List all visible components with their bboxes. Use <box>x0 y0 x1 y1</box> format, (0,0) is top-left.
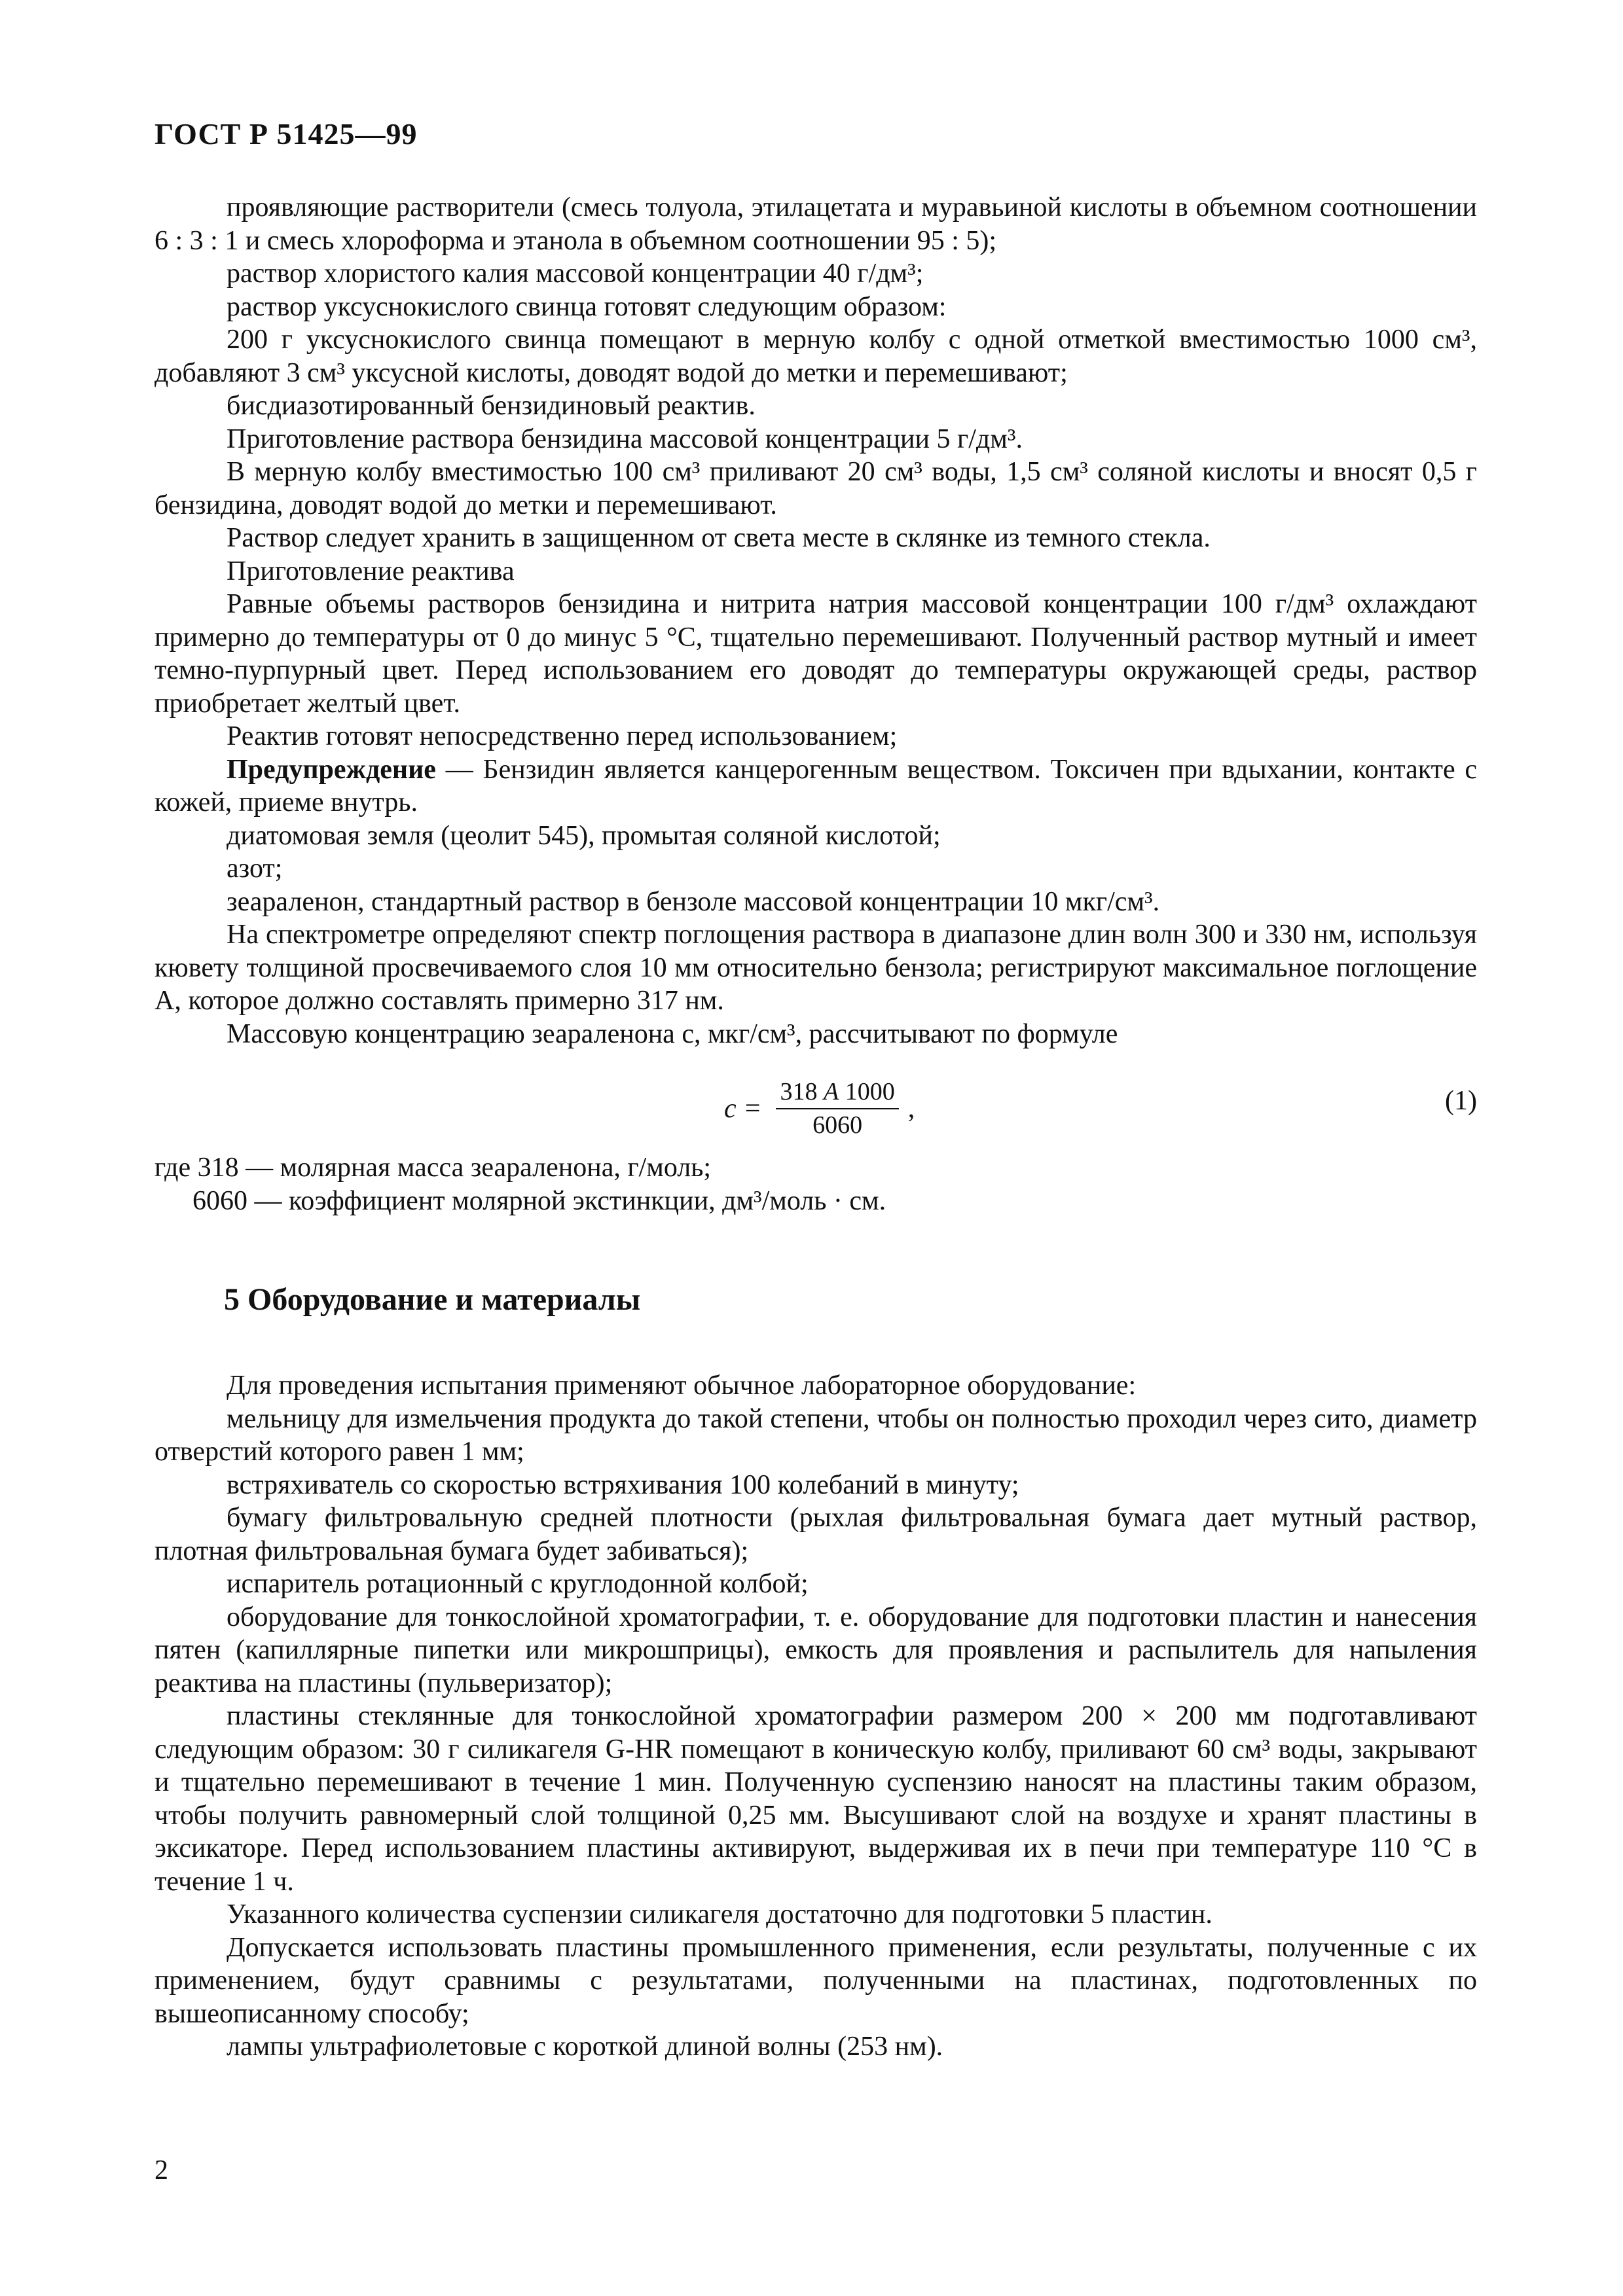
paragraph: лампы ультрафиолетовые с короткой длиной волны (253 нм). <box>227 2032 943 2062</box>
page-body <box>155 191 1477 2064</box>
paragraph: бумагу фильтровальную средней плотности (рыхлая фильтровальная бумага дает мутный раствор, плотная фильтровальная бумага будет забиваться); <box>155 1503 1477 1566</box>
formula-legend <box>155 1151 1477 1217</box>
paragraph: В мерную колбу вместимостью 100 см³ приливают 20 см³ воды, 1,5 см³ соляной кислоты и вносят 0,5 г бензидина, доводят водой до метки и перемешивают. <box>155 457 1477 520</box>
numerator-prefix: 318 <box>780 1078 824 1105</box>
formula-expression <box>724 1078 915 1139</box>
paragraph: Раствор следует хранить в защищенном от света месте в склянке из темного стекла. <box>227 523 1211 553</box>
page-number: 2 <box>155 2155 168 2185</box>
paragraph: проявляющие растворители (смесь толуола, этилацетата и муравьиной кислоты в объемном соотношении 6 : 3 : 1 и смесь хлороформа и этанола в объемном соотношении 95 : 5); <box>155 192 1477 256</box>
document-code-header: ГОСТ Р 51425—99 <box>155 117 418 151</box>
paragraph: На спектрометре определяют спектр поглощения раствора в диапазоне длин волн 300 и 330 нм, используя кювету толщиной просвечиваемого слоя 10 мм относительно бензола; регистрируют максимальное поглощение А, которое должно составлять примерно 317 нм. <box>155 920 1477 1016</box>
paragraph: Реактив готовят непосредственно перед использованием; <box>227 721 898 751</box>
warning-label: Предупреждение <box>227 754 436 785</box>
paragraph: Приготовление раствора бензидина массовой концентрации 5 г/дм³. <box>227 423 1023 454</box>
paragraph: Указанного количества суспензии силикагеля достаточно для подготовки 5 пластин. <box>227 1899 1213 1929</box>
paragraph: 200 г уксуснокислого свинца помещают в мерную колбу с одной отметкой вместимостью 1000 см³, добавляют 3 см³ уксусной кислоты, доводят водой до метки и перемешивают; <box>155 325 1477 388</box>
warning-paragraph <box>155 753 1477 819</box>
paragraph: Равные объемы растворов бензидина и нитрита натрия массовой концентрации 100 г/дм³ охлаждают примерно до температуры от 0 до минус 5 °С, тщательно перемешивают. Полученный раствор мутный и имеет темно-пурпурный цвет. Перед использованием его доводят до температуры окружающей среды, раствор приобретает желтый цвет. <box>155 589 1477 719</box>
formula-comma: , <box>907 1093 915 1124</box>
paragraph: Приготовление реактива <box>227 556 515 586</box>
legend-line: где 318 — молярная масса зеараленона, г/моль; <box>155 1153 712 1183</box>
warning-text: — Бензидин является канцерогенным веществом. Токсичен при вдыхании, контакте с кожей, приеме внутрь. <box>155 754 1477 817</box>
paragraph: мельницу для измельчения продукта до такой степени, чтобы он полностью проходил через сито, диаметр отверстий которого равен 1 мм; <box>155 1403 1477 1467</box>
paragraph: раствор уксуснокислого свинца готовят следующим образом: <box>227 291 947 322</box>
formula-denominator: 6060 <box>812 1111 863 1139</box>
formula-lhs: c = <box>724 1093 762 1124</box>
paragraph: испаритель ротационный с круглодонной колбой; <box>227 1569 809 1599</box>
paragraph: встряхиватель со скоростью встряхивания 100 колебаний в минуту; <box>227 1469 1019 1500</box>
paragraph: бисдиазотированный бензидиновый реактив. <box>227 391 756 421</box>
numerator-suffix: 1000 <box>839 1078 895 1105</box>
paragraph: зеараленон, стандартный раствор в бензоле массовой концентрации 10 мкг/см³. <box>227 886 1160 917</box>
paragraph: Для проведения испытания применяют обычное лабораторное оборудование: <box>227 1371 1137 1401</box>
paragraph: Допускается использовать пластины промышленного применения, если результаты, полученные с их применением, будут сравнимы с результатами, полученными на пластинах, подготовленных по вышеописанному способу; <box>155 1932 1477 2029</box>
paragraph: диатомовая земля (цеолит 545), промытая соляной кислотой; <box>227 820 941 851</box>
formula-block <box>155 1066 1477 1151</box>
formula-fraction <box>776 1078 898 1139</box>
formula-numerator <box>776 1078 898 1109</box>
paragraph: раствор хлористого калия массовой концентрации 40 г/дм³; <box>227 259 924 289</box>
numerator-variable: A <box>823 1078 839 1105</box>
paragraph: азот; <box>227 853 283 884</box>
section-heading: 5 Оборудование и материалы <box>224 1282 641 1317</box>
legend-line: 6060 — коэффициент молярной экстинкции, дм³/моль · см. <box>192 1185 886 1216</box>
paragraph: оборудование для тонкослойной хроматографии, т. е. оборудование для подготовки пластин и нанесения пятен (капиллярные пипетки или микрошприцы), емкость для проявления и распылитель для напыления реактива на пластины (пульверизатор); <box>155 1602 1477 1698</box>
paragraph: пластины стеклянные для тонкослойной хроматографии размером 200 × 200 мм подготавливают следующим образом: 30 г силикагеля G-HR помещают в коническую колбу, приливают 60 см³ воды, закрывают и тщательно перемешивают в течение 1 мин. Полученную суспензию наносят на пластины таким образом, чтобы получить равномерный слой толщиной 0,25 мм. Высушивают слой на воздухе и хранят пластины в эксикаторе. Перед использованием пластины активируют, выдерживая их в печи при температуре 110 °С в течение 1 ч. <box>155 1701 1477 1897</box>
formula-number: (1) <box>1445 1086 1477 1116</box>
paragraph: Массовую концентрацию зеараленона с, мкг/см³, рассчитывают по формуле <box>227 1018 1118 1049</box>
